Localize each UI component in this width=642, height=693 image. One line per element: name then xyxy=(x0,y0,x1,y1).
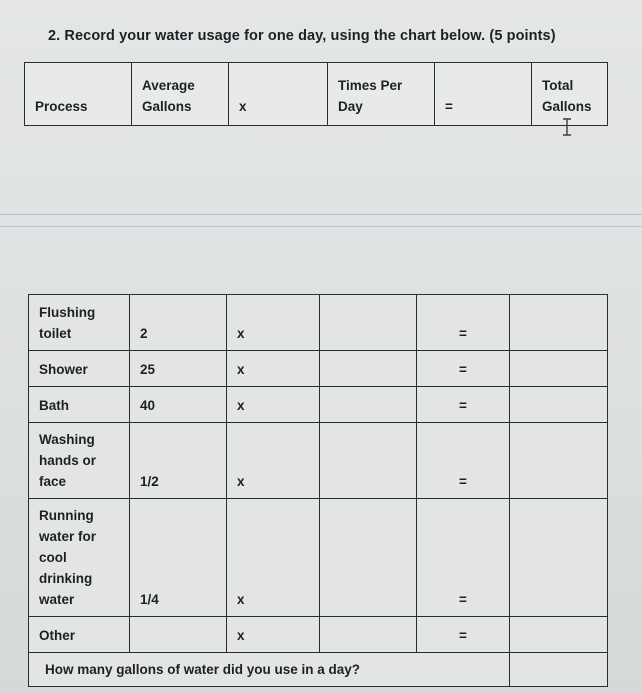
times-per-day-input[interactable] xyxy=(320,617,417,653)
divider-line xyxy=(0,214,642,215)
text-cursor-icon xyxy=(562,118,572,136)
gallons-input[interactable] xyxy=(130,617,227,653)
table-row xyxy=(29,617,608,653)
times-per-day-input[interactable] xyxy=(320,387,417,423)
table-row xyxy=(29,295,608,351)
times-symbol-cell: x xyxy=(227,351,320,387)
equals-symbol-cell: = xyxy=(417,295,510,351)
times-per-day-input[interactable] xyxy=(320,423,417,499)
table-row xyxy=(29,351,608,387)
gallons-cell: 25 xyxy=(130,351,227,387)
equals-symbol-cell: = xyxy=(417,387,510,423)
times-symbol-cell: x xyxy=(227,387,320,423)
process-cell: Other xyxy=(29,617,130,653)
total-gallons-input[interactable] xyxy=(510,423,608,499)
gallons-cell: 40 xyxy=(130,387,227,423)
table-row xyxy=(29,423,608,499)
total-gallons-input[interactable] xyxy=(510,617,608,653)
times-symbol-cell: x xyxy=(227,499,320,617)
total-gallons-input[interactable] xyxy=(510,351,608,387)
daily-total-input[interactable] xyxy=(510,653,608,687)
process-cell: Washing hands or face xyxy=(29,423,130,499)
equals-symbol-cell: = xyxy=(417,617,510,653)
table-row xyxy=(29,387,608,423)
process-cell: Bath xyxy=(29,387,130,423)
header-total-gallons: Total Gallons xyxy=(532,63,608,126)
times-symbol-cell: x xyxy=(227,423,320,499)
question-text: 2. Record your water usage for one day, using the chart below. (5 points) xyxy=(48,28,556,44)
process-cell: Shower xyxy=(29,351,130,387)
total-gallons-input[interactable] xyxy=(510,295,608,351)
times-symbol-cell: x xyxy=(227,617,320,653)
gallons-cell: 1/2 xyxy=(130,423,227,499)
usage-table xyxy=(28,294,608,687)
equals-symbol-cell: = xyxy=(417,351,510,387)
table-row xyxy=(29,499,608,617)
gallons-cell: 1/4 xyxy=(130,499,227,617)
header-table xyxy=(24,62,608,126)
table-row xyxy=(29,653,608,687)
footer-question: How many gallons of water did you use in a day? xyxy=(29,653,510,687)
times-symbol-cell: x xyxy=(227,295,320,351)
process-cell: Running water for cool drinking water xyxy=(29,499,130,617)
total-gallons-input[interactable] xyxy=(510,499,608,617)
equals-symbol-cell: = xyxy=(417,499,510,617)
divider-line xyxy=(0,226,642,227)
header-average-gallons: Average Gallons xyxy=(132,63,229,126)
equals-symbol-cell: = xyxy=(417,423,510,499)
header-times-per-day: Times Per Day xyxy=(328,63,435,126)
process-cell: Flushing toilet xyxy=(29,295,130,351)
times-per-day-input[interactable] xyxy=(320,499,417,617)
header-process: Process xyxy=(25,63,132,126)
total-gallons-input[interactable] xyxy=(510,387,608,423)
header-equals-symbol: = xyxy=(435,63,532,126)
times-per-day-input[interactable] xyxy=(320,351,417,387)
header-times-symbol: x xyxy=(229,63,328,126)
times-per-day-input[interactable] xyxy=(320,295,417,351)
gallons-cell: 2 xyxy=(130,295,227,351)
